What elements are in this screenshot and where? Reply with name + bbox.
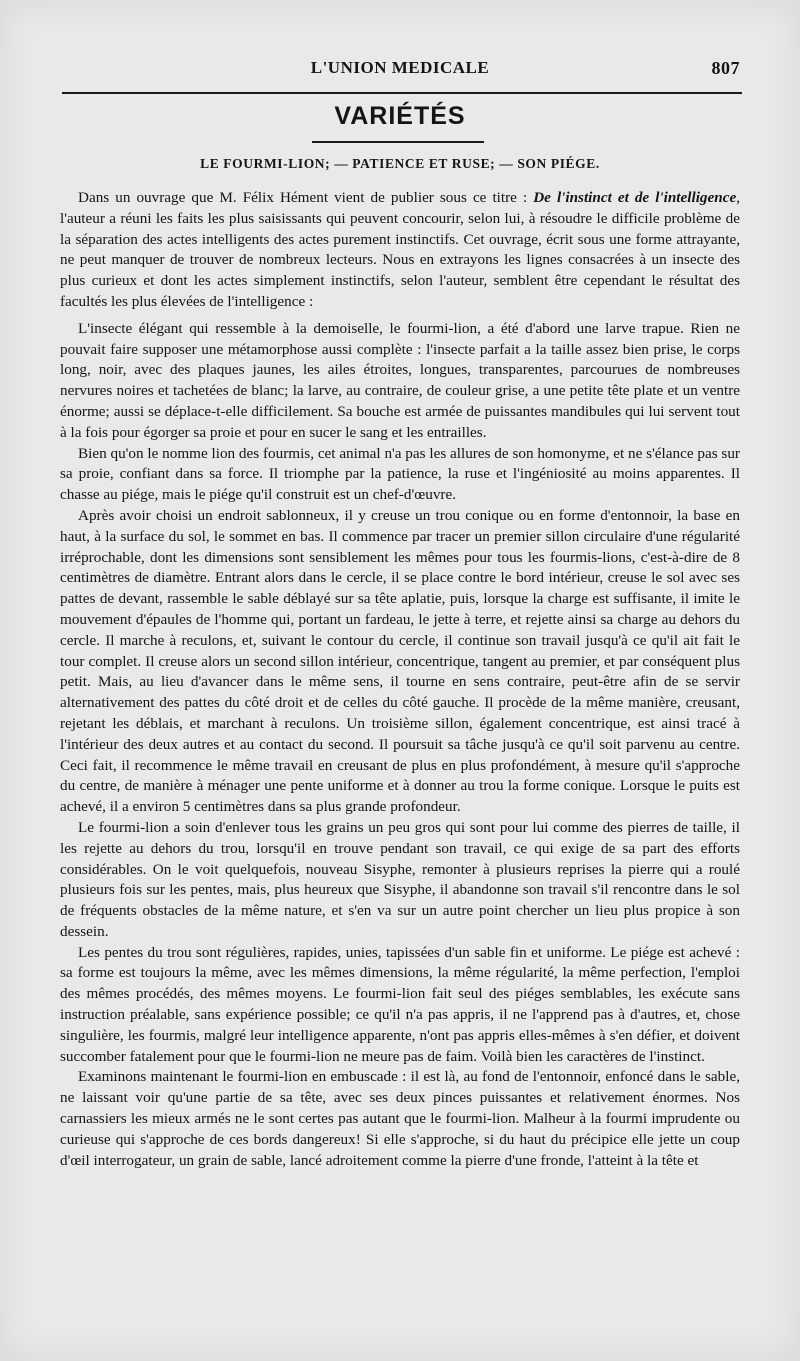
paragraph: Examinons maintenant le fourmi-lion en embuscade : il est là, au fond de l'entonnoir, enfoncé dans le sable, ne laissant voir qu'une partie de sa tête, avec ses deux pinces puissantes et relativement énormes. Nos carnassiers les mieux armés ne le sont certes pas autant que le fourmi-lion. Malheur à la fourmi imprudente ou curieuse qui s'approche de ces bords dangereux! Si elle s'approche, si du haut du précipice elle jette un coup d'œil interrogateur, un grain de sable, lancé adroitement comme la pierre d'une fronde, l'atteint à la tête et: [60, 1068, 740, 1169]
running-header: [60, 58, 740, 84]
section-title: VARIÉTÉS: [334, 102, 466, 130]
article-body: [60, 188, 740, 1171]
journal-title: L'UNION MEDICALE: [310, 58, 490, 77]
article-subtitle: LE FOURMI-LION; — PATIENCE ET RUSE; — SON PIÉGE.: [200, 156, 600, 171]
paragraph: Les pentes du trou sont régulières, rapides, unies, tapissées d'un sable fin et uniforme. Le piége est achevé : sa forme est toujours la même, avec les mêmes dimensions, la même régularité, la même perfection, l'emploi des mêmes procédés, des mêmes moyens. Le fourmi-lion fait seul des piéges semblables, les exécute sans instruction préalable, sans expérience possible; ce qu'il n'a pas appris, il ne l'apprend pas à d'autres, et, chose singulière, les fourmis, malgré leur intelligence apparente, n'ont pas appris elles-mêmes à s'en défier, et doivent succomber fatalement pour que le fourmi-lion ne meure pas de faim. Voilà bien les caractères de l'instinct.: [60, 943, 740, 1065]
paragraph: L'insecte élégant qui ressemble à la demoiselle, le fourmi-lion, a été d'abord une larve trapue. Rien ne pouvait faire supposer une métamorphose aussi complète : l'insecte parfait a la taille assez bien prise, le corps long, noir, avec des plaques jaunes, les ailes étroites, longues, transparentes, parcourues de nombreuses nervures noires et tachetées de blanc; la larve, au contraire, de couleur grise, a une petite tête plate et un ventre énorme; aussi se déplace-t-elle difficilement. Sa bouche est armée de puissantes mandibules qui lui servent tout à la fois pour égorger sa proie et pour en sucer le sang et les entrailles.: [60, 319, 740, 441]
intro-paragraph: [60, 188, 740, 313]
intro-pre: Dans un ouvrage que M. Félix Hément vient de publier sous ce titre :: [78, 189, 534, 206]
page-number: 807: [711, 58, 740, 78]
paragraph: Le fourmi-lion a soin d'enlever tous les grains un peu gros qui sont pour lui comme des pierres de taille, il les rejette au dehors du trou, lorsqu'il en trouve pendant son travail, ce qui exige de sa part des efforts considérables. On le voit quelquefois, nouveau Sisyphe, remonter à plusieurs reprises la pierre qui a roulé plusieurs fois sur les pentes, mais, plus heureux que Sisyphe, il abandonne son travail s'il rencontre dans le sol de fréquents obstacles de la même nature, et s'en va sur un autre point chercher un lieu plus propice à son dessein.: [60, 818, 740, 940]
intro-post: , l'auteur a réuni les faits les plus saisissants qui peuvent concourir, selon lui, à résoudre le difficile problème de la séparation des actes intelligents des actes purement instinctifs. Cet ouvrage, écrit sous une forme attrayante, ne peut manquer de trouver de nombreux lecteurs. Nous en extrayons les lignes consacrées à un insecte des plus curieux et dont les actes simplement instinctifs, selon l'auteur, semblent être cependant le résultat des facultés les plus élevées de l'intelligence :: [60, 189, 740, 310]
header-rule: [62, 92, 742, 94]
paragraph: Bien qu'on le nomme lion des fourmis, cet animal n'a pas les allures de son homonyme, et ne s'élance pas sur sa proie, confiant dans sa force. Il triomphe par la patience, la ruse et l'ingéniosité au moins apparentes. Il chasse au piége, mais le piége qu'il construit est un chef-d'œuvre.: [60, 444, 740, 504]
book-title: De l'instinct et de l'intelligence: [533, 189, 737, 206]
paragraph: Après avoir choisi un endroit sablonneux, il y creuse un trou conique ou en forme d'entonnoir, la base en haut, à la surface du sol, le sommet en bas. Il commence par tracer un premier sillon circulaire d'une régularité irréprochable, dont les dimensions sont sensiblement les mêmes pour tous les fourmis-lions, c'est-à-dire de 8 centimètres de diamètre. Entrant alors dans le cercle, il se place contre le bord intérieur, creuse le sol avec ses pattes de devant, rassemble le sable déblayé sur sa tête aplatie, puis, lorsque la charge est suffisante, il imite le mouvement d'épaules de l'homme qui, portant un fardeau, le jette à terre, et rejette ainsi sa charge au dehors du cercle. Il marche à reculons, et, suivant le contour du cercle, il continue son travail jusqu'à ce qu'il ait fait le tour complet. Il creuse alors un second sillon intérieur, concentrique, tangent au premier, et par conséquent plus petit. Mais, au lieu d'avancer dans le même sens, il tourne en sens contraire, peut-être afin de se servir alternativement des pattes du côté droit et de celles du côté gauche. Il procède de la même manière, creusant, rejetant les déblais, et marchant à reculons. Un troisième sillon, également concentrique, est ainsi tracé à l'intérieur des deux autres et au contact du second. Il poursuit sa tâche jusqu'à ce qu'il soit parvenu au centre. Ceci fait, il recommence le même travail en creusant de plus en plus profondément, à mesure qu'il s'approche du centre, de manière à ménager une pente uniforme et à donner au trou la forme conique. Lorsque le puits est achevé, il a environ 5 centimètres dans sa plus grande profondeur.: [60, 506, 740, 816]
section-title-rule: [312, 141, 484, 143]
